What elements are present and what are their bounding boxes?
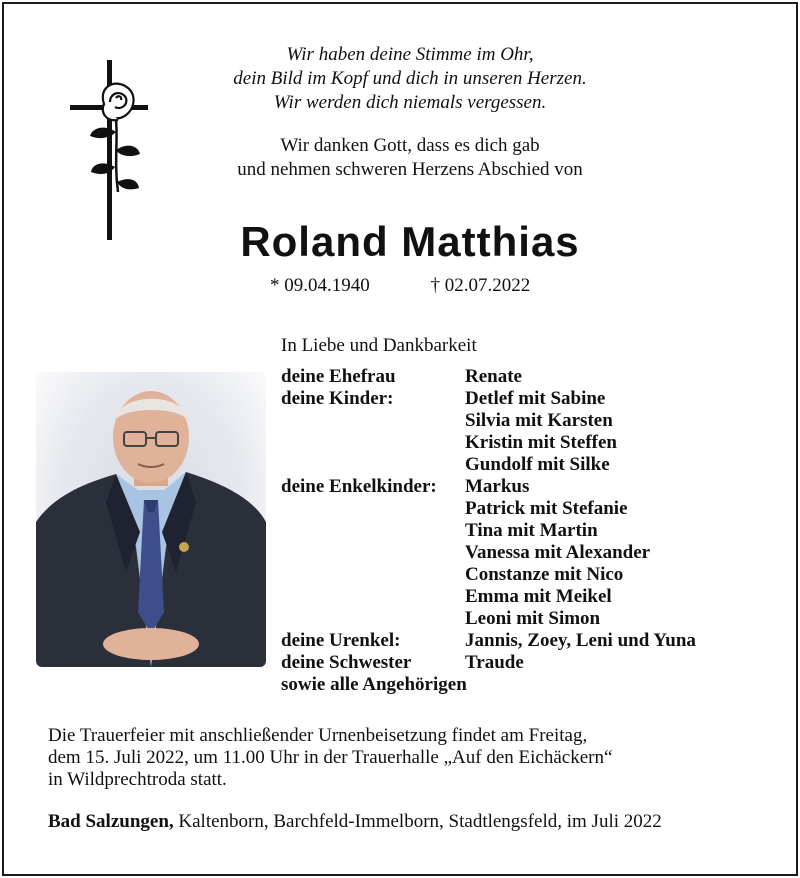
family-list <box>281 366 696 696</box>
poem-line: Wir werden dich niemals vergessen. <box>273 92 547 113</box>
family-names <box>465 630 696 652</box>
family-names <box>465 652 524 674</box>
family-member: Gundolf mit Silke <box>465 454 610 475</box>
poem <box>170 43 650 115</box>
deceased-name: Roland Matthias <box>240 218 580 265</box>
family-names <box>465 366 522 388</box>
service-line: in Wildprechtroda statt. <box>48 769 227 790</box>
thanks-text <box>170 134 650 182</box>
death-date: † 02.07.2022 <box>430 275 531 296</box>
family-member: Markus <box>465 476 530 497</box>
family-role: deine Urenkel: <box>281 630 401 651</box>
family-member: Emma mit Meikel <box>465 586 612 607</box>
family-member: Leoni mit Simon <box>465 608 601 629</box>
thanks-line: Wir danken Gott, dass es dich gab <box>280 135 540 156</box>
service-info <box>48 725 612 791</box>
family-member: Traude <box>465 652 524 673</box>
family-names <box>465 476 650 630</box>
service-line: dem 15. Juli 2022, um 11.00 Uhr in der Trauerhalle „Auf den Eichäckern“ <box>48 747 613 768</box>
footer-places <box>48 811 662 833</box>
family-row <box>281 388 696 476</box>
portrait-figure <box>36 372 266 667</box>
family-role: deine Schwester <box>281 652 412 673</box>
poem-line: Wir haben deine Stimme im Ohr, <box>286 44 534 65</box>
family-member: Constanze mit Nico <box>465 564 624 585</box>
family-names <box>465 388 617 476</box>
footer-rest: Kaltenborn, Barchfeld-Immelborn, Stadtlengsfeld, im Juli 2022 <box>173 811 662 832</box>
portrait-photo <box>36 372 266 667</box>
thanks-line: und nehmen schweren Herzens Abschied von <box>237 159 583 180</box>
love-line: In Liebe und Dankbarkeit <box>281 335 477 356</box>
footer-town: Bad Salzungen, <box>48 811 174 832</box>
poem-line: dein Bild im Kopf und dich in unseren Herzen. <box>233 68 587 89</box>
family-role: deine Enkelkinder: <box>281 476 437 497</box>
family-row <box>281 674 696 696</box>
family-member: Silvia mit Karsten <box>465 410 613 431</box>
cross-rose-icon <box>60 52 160 242</box>
family-member: Detlef mit Sabine <box>465 388 606 409</box>
birth-date: * 09.04.1940 <box>270 275 370 296</box>
family-member: Patrick mit Stefanie <box>465 498 628 519</box>
family-member: Renate <box>465 366 522 387</box>
life-dates <box>270 275 530 297</box>
family-row <box>281 630 696 652</box>
family-row <box>281 652 696 674</box>
family-row <box>281 476 696 630</box>
family-member: Tina mit Martin <box>465 520 598 541</box>
family-member: Jannis, Zoey, Leni und Yuna <box>465 630 696 651</box>
family-member: Vanessa mit Alexander <box>465 542 651 563</box>
family-member: Kristin mit Steffen <box>465 432 617 453</box>
family-role: deine Ehefrau <box>281 366 396 387</box>
family-role: sowie alle Angehörigen <box>281 674 467 695</box>
service-line: Die Trauerfeier mit anschließender Urnenbeisetzung findet am Freitag, <box>48 725 588 746</box>
family-row <box>281 366 696 388</box>
family-role: deine Kinder: <box>281 388 394 409</box>
